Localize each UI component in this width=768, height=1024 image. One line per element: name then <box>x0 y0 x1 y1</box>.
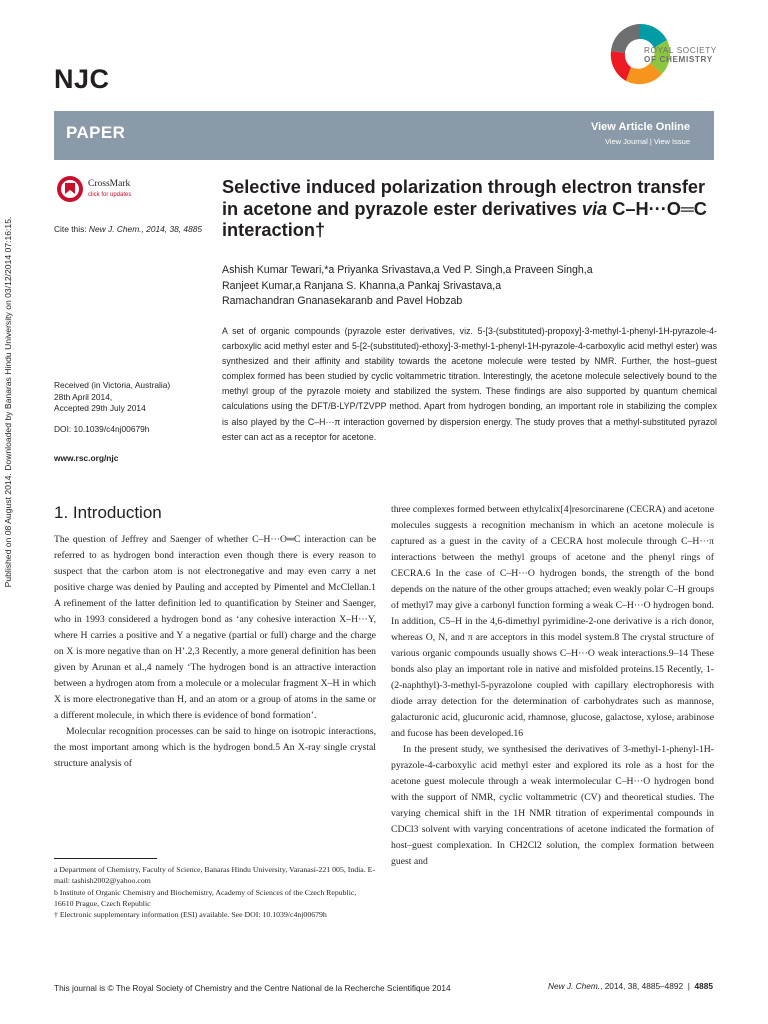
footer-separator: | <box>687 981 690 991</box>
article-title <box>222 177 722 242</box>
copyright-footer: This journal is © The Royal Society of Chemistry and the Centre National de la Recherche Scientifique 2014 <box>54 983 451 993</box>
body-paragraph: Molecular recognition processes can be said to hinge on isotropic interactions, the most important among which is the hydrogen bond.5 An X-ray single crystal structure analysis of <box>54 726 376 769</box>
article-type-label: PAPER <box>66 123 126 142</box>
body-column-right <box>391 502 714 870</box>
journal-website-link[interactable]: www.rsc.org/njc <box>54 453 119 463</box>
body-column-left <box>54 532 376 772</box>
title-part-italic: via <box>581 198 608 219</box>
section-heading: 1. Introduction <box>54 503 162 522</box>
page-footer-citation <box>548 981 713 991</box>
title-part: Selective induced polarization through electron transfer in acetone and pyrazole ester derivatives <box>222 177 706 219</box>
received-line: 28th April 2014, <box>54 391 113 402</box>
author-line: Ranjeet Kumar,a Ranjana S. Khanna,a Pankaj Srivastava,a <box>222 279 502 292</box>
footnotes <box>54 864 376 920</box>
rsc-name-line2: OF CHEMISTRY <box>644 55 713 64</box>
abstract-text: A set of organic compounds (pyrazole ester derivatives, viz. 5-[3-(substituted)-propoxy]-3-methyl-1-phenyl-1H-pyrazole-4-carboxylic acid methyl ester and 5-[2-(substituted)-ethoxy]-3-methyl-1-phenyl-1H-pyrazole-4-carboxylic acid methyl ester) was synthesized and their affinity and stability towards the acetone molecule were tested by NMR. Further, the host–guest complex formed has been studied by cyclic voltammetric titration. Interestingly, the acetone molecule selectively bound to the methyl group of the pyrazole moiety and stabilized the system. These findings are also supported by quantum chemical calculations using the DFT/B-LYP/TZVPP method. Apart from hydrogen bonding, an important role in stabilizing the complex is also played by the C–H···π interaction governed by dispersion energy. The study proves that a methyl-substituted pyrazol ester can act as a receptor for acetone. <box>222 326 717 442</box>
author-list <box>222 263 722 310</box>
footer-volume-info: , 2014, 38, 4885–4892 <box>600 981 684 991</box>
author-line: Ashish Kumar Tewari,*a Priyanka Srivastava,a Ved P. Singh,a Praveen Singh,a <box>222 264 593 276</box>
body-paragraph: In the present study, we synthesised the derivatives of 3-methyl-1-phenyl-1H-pyrazole-4-carboxylic acid methyl ester and explored its role as a host for the acetone guest molecule through a weak intermolecular C–H···O hydrogen bond with the support of NMR, cyclic voltammetric (CV) and theoretical studies. The varying chemical shift in the 1H NMR titration of experimental compounds in CDCl3 solvent with varying concentrations of acetone indicated the formation of host–guest complexation. In CH2Cl2 solution, the complex formation between guest and <box>391 744 714 867</box>
crossmark-label: CrossMark <box>88 179 131 189</box>
author-line: Ramachandran Gnanasekaranb and Pavel Hobzab <box>222 295 463 308</box>
crossmark-icon <box>56 175 84 203</box>
page-number: 4885 <box>694 981 713 991</box>
cite-label: Cite this: <box>54 224 87 234</box>
rsc-logo[interactable] <box>604 18 754 88</box>
rsc-name-line1: ROYAL SOCIETY <box>644 46 717 55</box>
view-journal-issue-links[interactable]: View Journal | View Issue <box>604 137 690 146</box>
footnote-esi: † Electronic supplementary information (ESI) available. See DOI: 10.1039/c4nj00679h <box>54 910 327 920</box>
footnote-affiliation-b: b Institute of Organic Chemistry and Biochemistry, Academy of Sciences of the Czech Republic, 16610 Prague, Czech Republic <box>54 887 357 908</box>
citation-info <box>54 224 214 236</box>
accepted-line: Accepted 29th July 2014 <box>54 403 146 413</box>
body-paragraph: The question of Jeffrey and Saenger of whether C–H···O═C interaction can be referred to as hydrogen bond interaction even though there is every reason to suspect that the carbon atom is not electronegative and may even carry a net positive charge was denied by Pauling and accepted by Pimentel and McClellan.1 A refinement of the latter definition led to quantification by Steiner and Saenger, who in 1993 considered a hydrogen bond as ‘any cohesive interaction X–H···Y, where H carries a positive and Y a negative (partial or full) charge and the charge on X is more negative than on H’.2,3 Recently, a more general definition has been given by Arunan et al.,4 namely ‘The hydrogen bond is an attractive interaction between a hydrogen atom from a molecule or a molecular fragment X–H in which X is more electronegative than H, and an atom or a group of atoms in the same or a different molecule, in which there is evidence of bond formation’. <box>54 534 376 721</box>
view-article-online-link[interactable]: View Article Online <box>590 121 690 133</box>
journal-abbreviation: NJC <box>54 64 110 94</box>
cite-text: New J. Chem., 2014, 38, 4885 <box>88 224 203 234</box>
footnote-affiliation-a: a Department of Chemistry, Faculty of Science, Banaras Hindu University, Varanasi-221 005, India. E-mail: tashish2002@yahoo.com <box>54 865 376 886</box>
article-type-banner <box>54 111 714 160</box>
crossmark-badge[interactable] <box>56 175 166 207</box>
received-line: Received (in Victoria, Australia) <box>54 380 171 390</box>
received-info <box>54 380 214 415</box>
title-part: C–H···O═C interaction† <box>222 198 707 240</box>
doi-text: DOI: 10.1039/c4nj00679h <box>54 424 150 434</box>
footer-journal: New J. Chem. <box>547 981 601 991</box>
body-paragraph: three complexes formed between ethylcalix[4]resorcinarene (CECRA) and acetone molecules suggests a recognition mechanism in which an acetone molecule is captured as a guest in the cavity of a CECRA host molecule through C–H···π interactions between the methyl groups of acetone and the phenyl rings of CECRA.6 In the case of C–H···O hydrogen bonds, the strength of the bond depends on the nature of the other groups attached; even weakly polar C–H groups of methyl7 may give a carbonyl function forming a weak C–H···O hydrogen bond. In addition, C5–H in the 4,6-dimethyl pyrimidine-2-one derivative is a rich donor, whereas O, N, and π are acceptors in this model system.8 The crystal structure of various organic compounds usually shows C–H···O weak interactions.9–14 These bonds also play an important role in native and misfolded proteins.15 Recently, 1-(2-naphthyl)-3-methyl-5-pyrazolone coupled with capillary electrophoresis with diode array detection for the determination of carbohydrates such as mannose, galacturonic acid, glucuronic acid, rhamnose, glucose, galactose, xylose, arabinose and fucose has been developed.16 <box>391 504 714 739</box>
download-stamp: Published on 08 August 2014. Downloaded by Banaras Hindu University on 03/12/2014 07:16:15. <box>3 216 13 588</box>
footnote-divider <box>54 858 157 859</box>
crossmark-sublabel: click for updates <box>88 192 132 198</box>
